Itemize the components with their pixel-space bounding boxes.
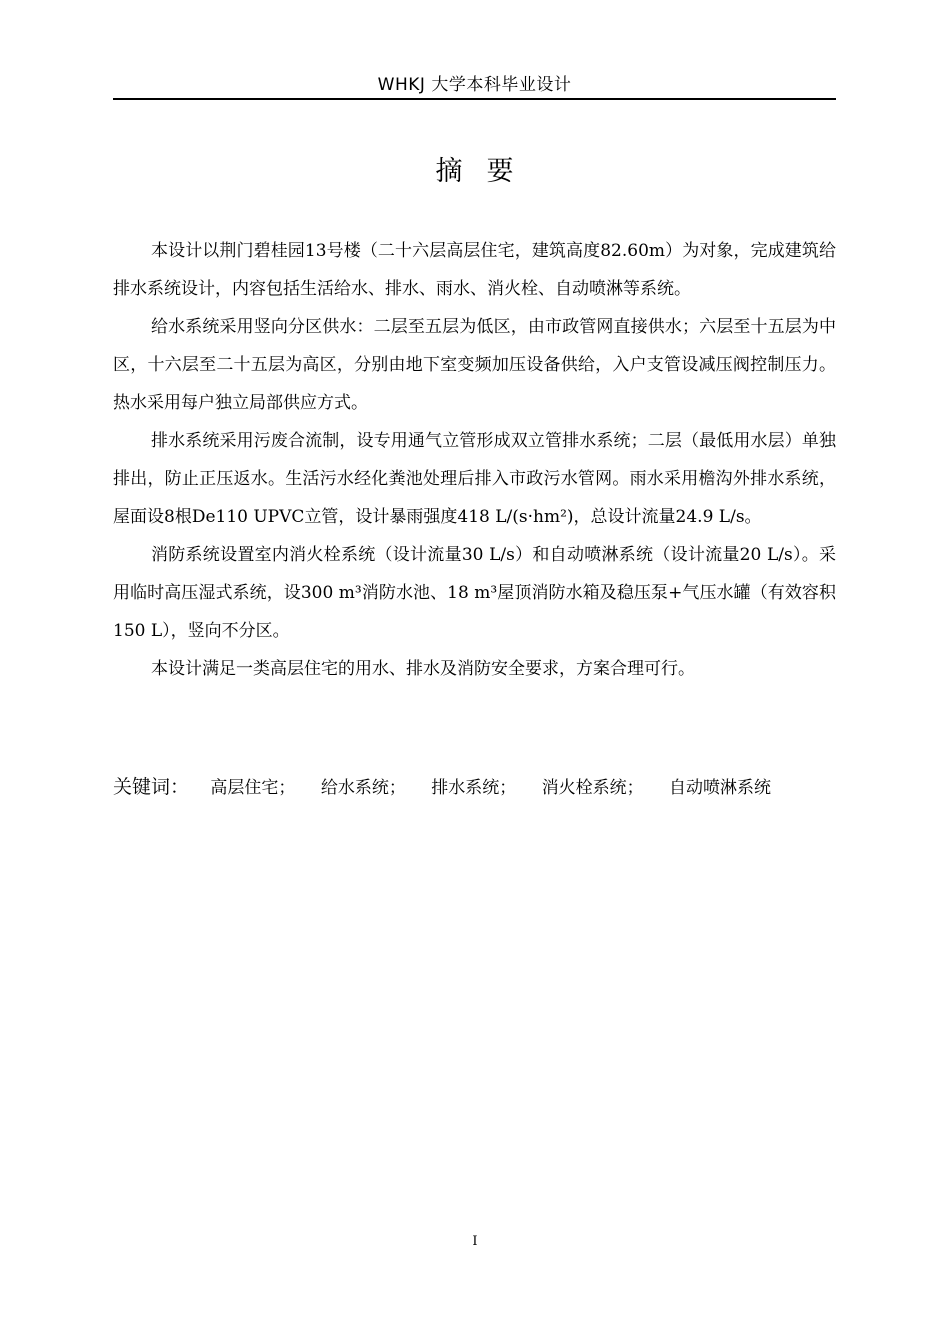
paragraph-drainage: 排水系统采用污废合流制，设专用通气立管形成双立管排水系统；二层（最低用水层）单独排出，防止正压返水。生活污水经化粪池处理后排入市政污水管网。雨水采用檐沟外排水系统，屋面设8根De110 UPVC立管，设计暴雨强度418 L/(s·hm²)，总设计流量24.9 L/s。 xyxy=(113,431,836,527)
keywords-label: 关键词： xyxy=(113,776,190,798)
abstract-title: 摘要 xyxy=(435,156,538,187)
header-text: WHKJ 大学本科毕业设计 xyxy=(377,75,572,95)
header-divider xyxy=(113,98,836,100)
keyword-item: 给水系统； xyxy=(320,778,406,798)
paragraph-water-supply: 给水系统采用竖向分区供水：二层至五层为低区，由市政管网直接供水；六层至十五层为中区，十六层至二十五层为高区，分别由地下室变频加压设备供给，入户支管设减压阀控制压力。热水采用每户独立局部供应方式。 xyxy=(113,317,836,413)
keyword-item: 消火栓系统； xyxy=(541,778,644,798)
keyword-item: 高层住宅； xyxy=(210,778,296,798)
keyword-item: 排水系统； xyxy=(431,778,517,798)
page-number: I xyxy=(472,1234,478,1249)
paragraph-intro: 本设计以荆门碧桂园13号楼（二十六层高层住宅，建筑高度82.60m）为对象，完成建筑给排水系统设计，内容包括生活给水、排水、雨水、消火栓、自动喷淋等系统。 xyxy=(113,241,836,299)
paragraph-conclusion: 本设计满足一类高层住宅的用水、排水及消防安全要求，方案合理可行。 xyxy=(151,659,695,679)
paragraph-fire-protection: 消防系统设置室内消火栓系统（设计流量30 L/s）和自动喷淋系统（设计流量20 L/s）。采用临时高压湿式系统，设300 m³消防水池、18 m³屋顶消防水箱及稳压泵+气压水罐（有效容积150 L），竖向不分区。 xyxy=(113,545,836,641)
keyword-item: 自动喷淋系统 xyxy=(669,778,772,798)
page-header xyxy=(113,70,836,100)
abstract-body xyxy=(113,232,836,688)
keywords-line xyxy=(113,768,836,807)
